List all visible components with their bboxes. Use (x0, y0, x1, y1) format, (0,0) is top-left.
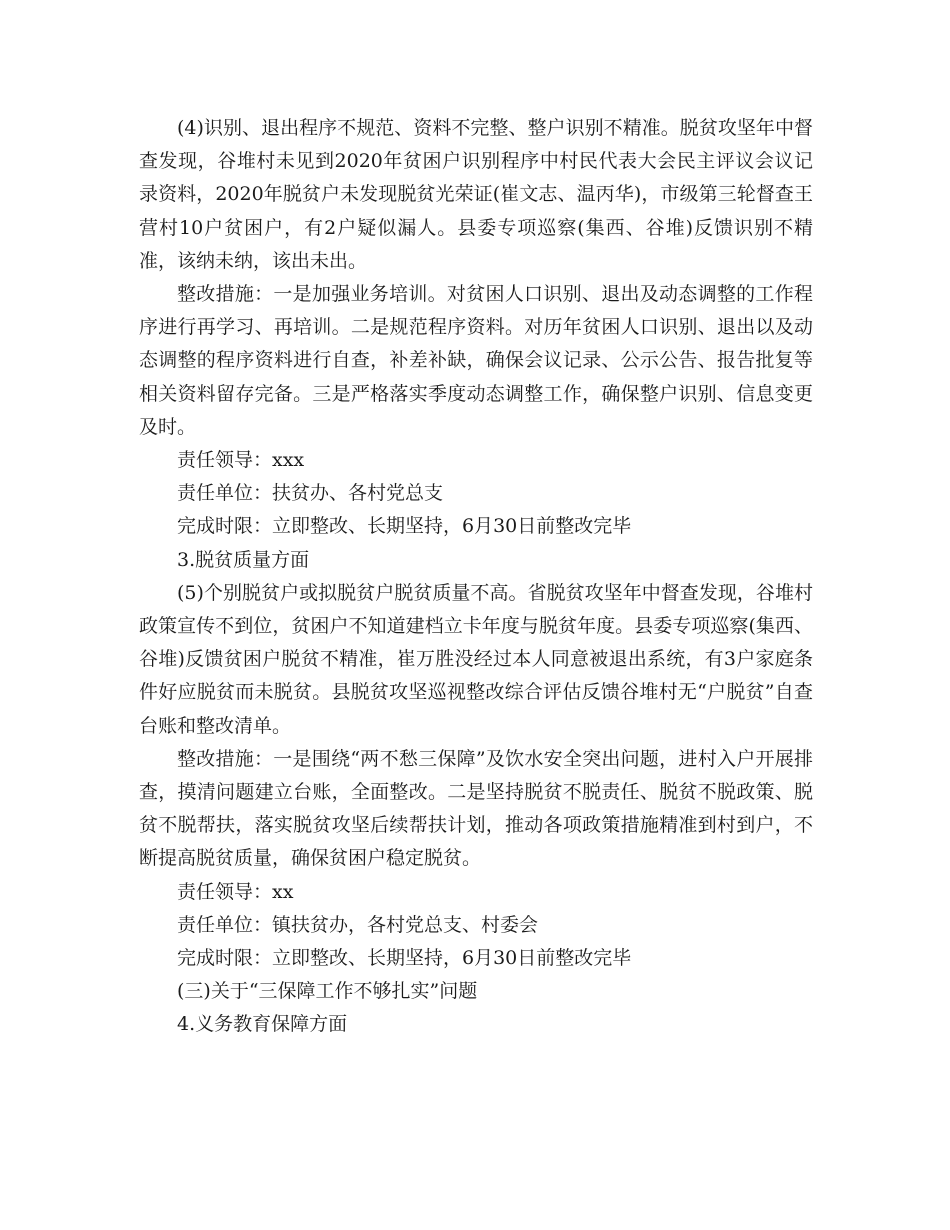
paragraph-issue-4: (4)识别、退出程序不规范、资料不完整、整户识别不精准。脱贫攻坚年中督查发现，谷堆村未见到2020年贫困户识别程序中村民代表大会民主评议会议记录资料，2020年脱贫户未发现脱贫光荣证(崔文志、温丙华)，市级第三轮督查王营村10户贫困户，有2户疑似漏人。县委专项巡察(集西、谷堆)反馈识别不精准，该纳未纳，该出未出。 (139, 117, 813, 272)
section-heading-3: 3.脱贫质量方面 (177, 548, 310, 571)
paragraph-unit-1: 责任单位：扶贫办、各村党总支 (177, 482, 444, 505)
section-heading-three: (三)关于“三保障工作不够扎实”问题 (177, 980, 478, 1003)
document-body (139, 112, 813, 1042)
paragraph-deadline-2: 完成时限：立即整改、长期坚持，6月30日前整改完毕 (177, 947, 632, 970)
paragraph-deadline-1: 完成时限：立即整改、长期坚持，6月30日前整改完毕 (177, 515, 632, 538)
paragraph-measures-2: 整改措施：一是围绕“两不愁三保障”及饮水安全突出问题，进村入户开展排查，摸清问题建立台账，全面整改。二是坚持脱贫不脱责任、脱贫不脱政策、脱贫不脱帮扶，落实脱贫攻坚后续帮扶计划，推动各项政策措施精准到村到户，不断提高脱贫质量，确保贫困户稳定脱贫。 (139, 747, 813, 870)
section-heading-4: 4.义务教育保障方面 (177, 1013, 348, 1036)
paragraph-issue-5: (5)个别脱贫户或拟脱贫户脱贫质量不高。省脱贫攻坚年中督查发现，谷堆村政策宣传不到位，贫困户不知道建档立卡年度与脱贫年度。县委专项巡察(集西、谷堆)反馈贫困户脱贫不精准，崔万胜没经过本人同意被退出系统，有3户家庭条件好应脱贫而未脱贫。县脱贫攻坚巡视整改综合评估反馈谷堆村无“户脱贫”自查台账和整改清单。 (139, 581, 813, 737)
paragraph-leader-2: 责任领导：xx (177, 880, 294, 903)
paragraph-measures-1: 整改措施：一是加强业务培训。对贫困人口识别、退出及动态调整的工作程序进行再学习、再培训。二是规范程序资料。对历年贫困人口识别、退出以及动态调整的程序资料进行自查，补差补缺，确保会议记录、公示公告、报告批复等相关资料留存完备。三是严格落实季度动态调整工作，确保整户识别、信息变更及时。 (139, 283, 813, 438)
paragraph-unit-2: 责任单位：镇扶贫办，各村党总支、村委会 (177, 913, 539, 936)
paragraph-leader-1: 责任领导：xxx (177, 449, 305, 472)
